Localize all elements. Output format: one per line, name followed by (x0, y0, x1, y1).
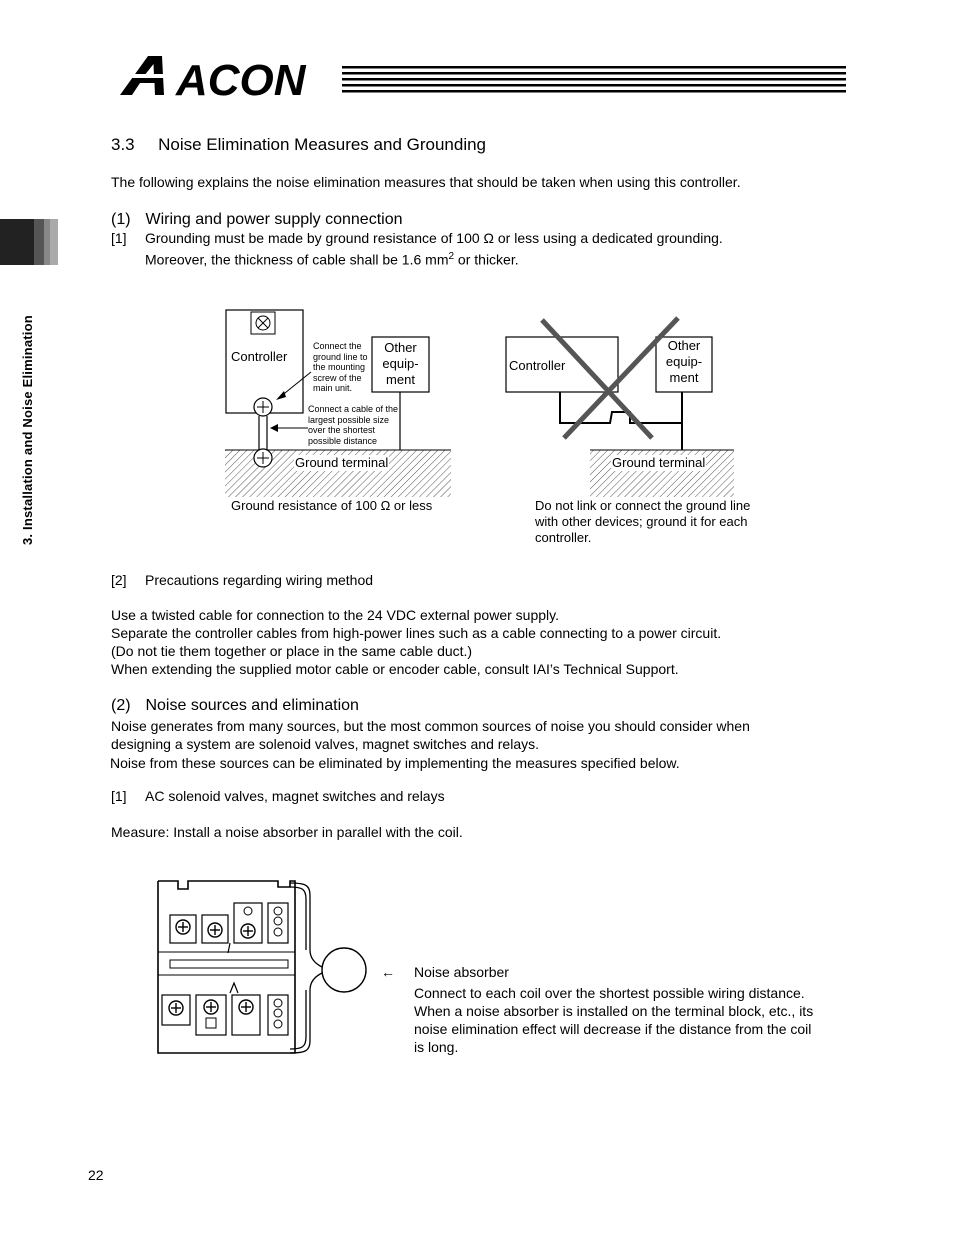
noise-item1-num: [1] (111, 788, 127, 804)
noise-paragraph-line: Noise generates from many sources, but the most common sources of noise you should consider when (111, 718, 750, 734)
wiring-paragraph-line: Use a twisted cable for connection to the 24 VDC external power supply. (111, 607, 559, 623)
right-other-line2: equip- (665, 354, 703, 369)
left-note-bottom-line: over the shortest (308, 425, 376, 435)
noise-absorber-description (414, 984, 813, 1056)
noise-absorber-desc-line: Connect to each coil over the shortest possible wiring distance. (414, 985, 805, 1001)
left-ground-terminal-label: Ground terminal (295, 455, 389, 470)
section-number: 3.3 (111, 135, 135, 154)
left-note-top-line: Connect the (313, 341, 362, 351)
left-note-top-line: ground line to (313, 351, 368, 362)
right-caption-line: controller. (535, 530, 592, 545)
noise-paragraph (111, 717, 750, 753)
noise-absorber-arrow: ← (381, 964, 395, 980)
wiring-heading-num: (1) (111, 211, 131, 228)
side-tab-graphic (0, 219, 60, 265)
left-note-top-line: the mounting (313, 362, 366, 372)
left-diagram-caption: Ground resistance of 100 Ω or less (231, 498, 433, 513)
wiring-item1-line1: Grounding must be made by ground resistance of 100 Ω or less using a dedicated grounding. (145, 230, 723, 246)
right-other-equipment-label (656, 338, 712, 386)
left-note-top-line: screw of the (313, 372, 362, 383)
noise-heading (111, 696, 359, 715)
left-other-line3: ment (386, 372, 415, 387)
section-title: Noise Elimination Measures and Grounding (158, 135, 487, 154)
noise-absorber-desc-line: noise elimination effect will decrease if the distance from the coil (414, 1021, 812, 1037)
wiring-item1-line2 (145, 248, 519, 269)
left-note-top (313, 341, 368, 394)
wiring-paragraph-line: When extending the supplied motor cable or encoder cable, consult IAI’s Technical Support. (111, 661, 679, 677)
right-caption-line: with other devices; ground it for each (535, 514, 748, 529)
noise-absorber-desc-line: is long. (414, 1039, 459, 1055)
left-note-bottom-line: Connect a cable of the (308, 404, 399, 414)
section-heading (111, 135, 486, 155)
noise-absorber-desc-line: When a noise absorber is installed on the terminal block, etc., its (414, 1003, 814, 1019)
noise-heading-num: (2) (111, 697, 131, 714)
wiring-item2: Precautions regarding wiring method (145, 572, 374, 588)
wiring-heading (111, 210, 403, 229)
grounding-diagram-correct (220, 300, 460, 520)
left-note-bottom (308, 404, 398, 446)
noise-measure: Measure: Install a noise absorber in parallel with the coil. (111, 824, 463, 840)
right-diagram-caption (535, 498, 750, 546)
side-tab-label: 3. Installation and Noise Elimination (20, 315, 35, 545)
wiring-heading-text: Wiring and power supply connection (145, 211, 403, 228)
left-note-bottom-line: largest possible size (308, 414, 390, 425)
noise-item1: AC solenoid valves, magnet switches and relays (145, 788, 445, 804)
noise-heading-text: Noise sources and elimination (145, 697, 359, 714)
left-other-line1: Other (384, 340, 417, 355)
acon-logo-graphic (118, 52, 848, 100)
wiring-item1-line2-end: or thicker. (454, 251, 519, 268)
noise-absorber-label: Noise absorber (414, 964, 509, 980)
wiring-paragraph-line: (Do not tie them together or place in the same cable duct.) (111, 643, 473, 659)
page-number: 22 (88, 1167, 104, 1183)
left-note-bottom-line: possible distance (308, 435, 378, 446)
right-controller-label: Controller (509, 358, 566, 373)
logo-text: ACON (176, 56, 306, 100)
grounding-diagram-incorrect (500, 310, 800, 550)
right-caption-line: Do not link or connect the ground line (535, 498, 751, 513)
left-other-line2: equip- (382, 356, 419, 371)
wiring-paragraph (111, 606, 721, 678)
wiring-item1-num: [1] (111, 230, 127, 246)
header-logo (118, 52, 848, 100)
left-controller-label: Controller (231, 349, 288, 364)
right-other-line1: Other (667, 338, 701, 353)
relay-illustration (150, 875, 380, 1060)
relay-illustration-graphic (150, 875, 380, 1060)
noise-paragraph-line3: Noise from these sources can be eliminated by implementing the measures specified below. (110, 755, 680, 771)
wiring-item2-num: [2] (111, 572, 127, 588)
section-intro: The following explains the noise elimination measures that should be taken when using this controller. (111, 174, 741, 190)
left-note-top-line: main unit. (313, 383, 353, 393)
wiring-item1-sup: 2 (448, 251, 455, 262)
noise-paragraph-line: designing a system are solenoid valves, magnet switches and relays. (111, 736, 539, 752)
wiring-paragraph-line: Separate the controller cables from high-power lines such as a cable connecting to a power circuit. (111, 625, 722, 641)
wiring-item1-line2-text: Moreover, the thickness of cable shall be 1.6 mm (145, 251, 449, 268)
right-other-line3: ment (669, 370, 699, 385)
left-other-equipment-label (372, 340, 429, 388)
right-ground-terminal-label: Ground terminal (612, 455, 706, 470)
